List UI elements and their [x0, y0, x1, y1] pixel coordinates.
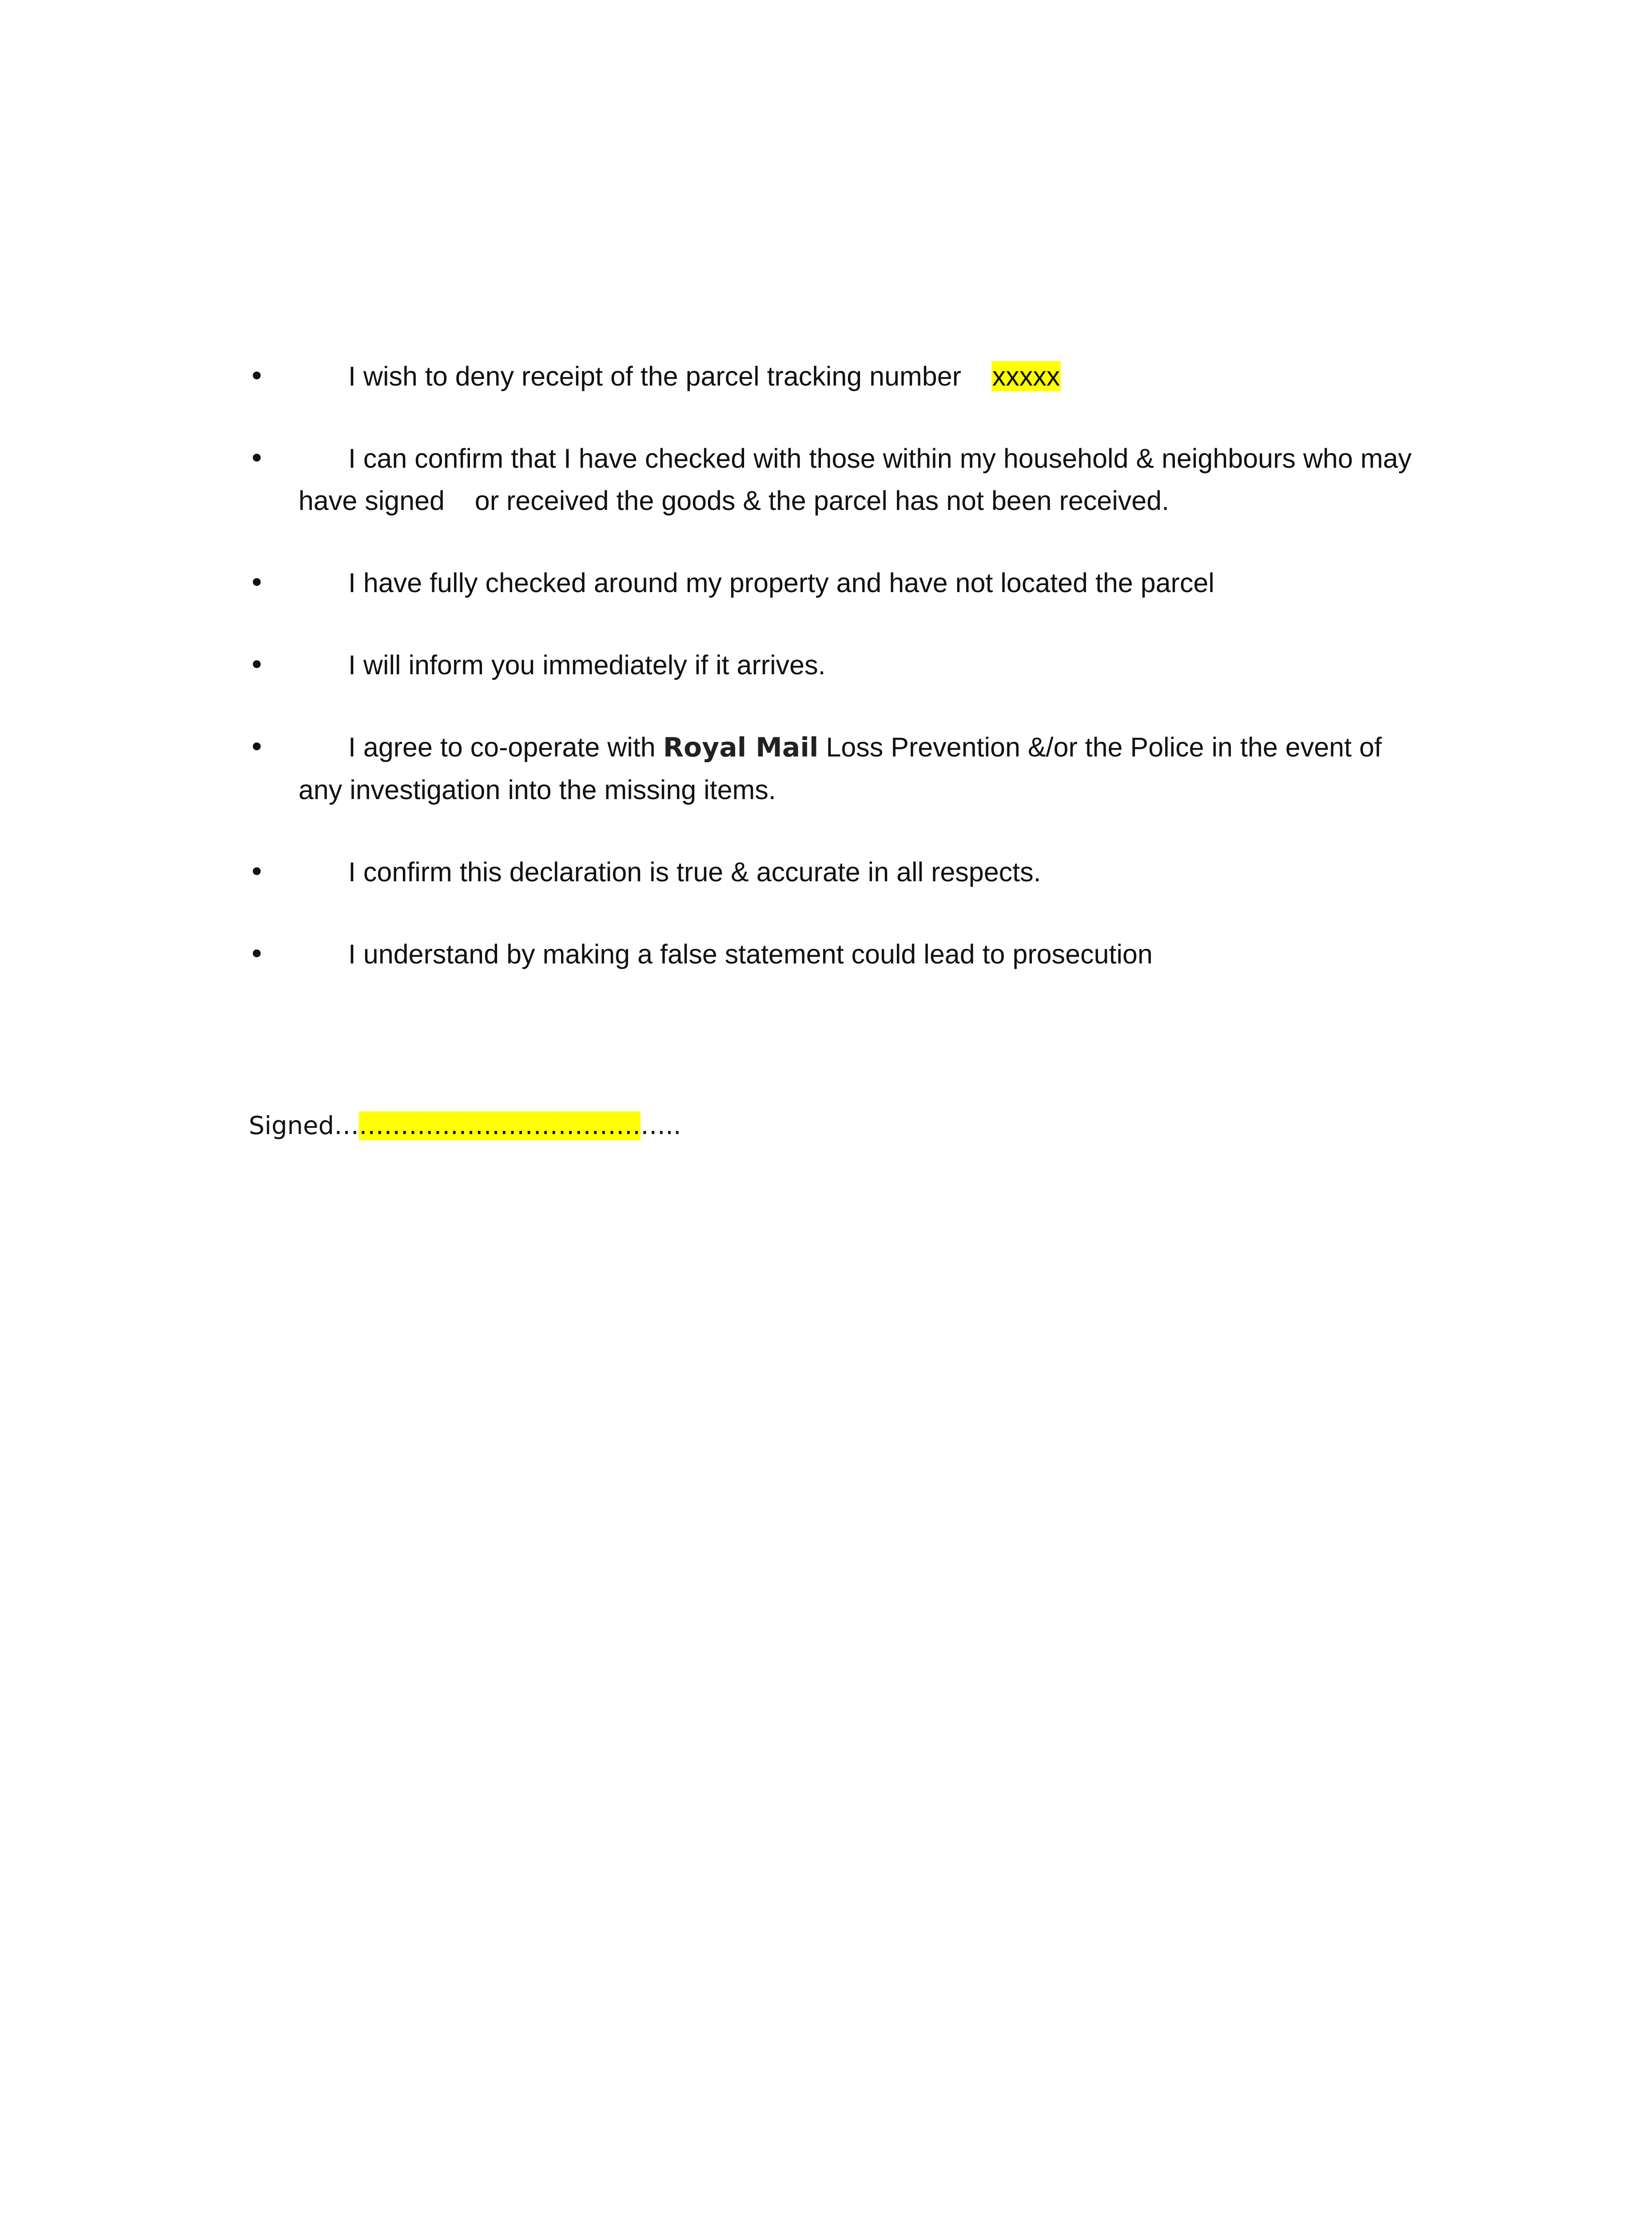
tracking-number-placeholder: xxxxx	[992, 361, 1060, 391]
list-item	[249, 644, 1426, 686]
list-item-text: I confirm this declaration is true & accurate in all respects.	[348, 857, 1041, 887]
list-item-text: I have fully checked around my property and have not located the parcel	[348, 568, 1214, 598]
list-item	[249, 851, 1426, 893]
declaration-list	[249, 355, 1426, 1015]
signature-trailing-dots: …..	[640, 1111, 681, 1140]
signature-line	[249, 1106, 681, 1146]
bullet-icon: •	[249, 443, 265, 474]
list-item	[249, 933, 1426, 975]
list-item-text-continued: Loss Prevention &/or the Police in the event of any investigation into the missing items.	[299, 732, 1382, 805]
list-item	[249, 355, 1426, 398]
bullet-icon: •	[249, 856, 265, 888]
list-item	[249, 438, 1426, 522]
signature-field[interactable]: …………………………….	[359, 1111, 641, 1140]
bullet-icon: •	[249, 567, 265, 599]
signature-label: Signed…	[249, 1111, 359, 1140]
list-item-text: I will inform you immediately if it arrives.	[348, 650, 826, 680]
bullet-icon: •	[249, 732, 265, 763]
list-item-text: I agree to co-operate with	[348, 732, 656, 762]
bullet-icon: •	[249, 361, 265, 392]
royal-mail-brand: Royal Mail	[663, 732, 819, 763]
list-item-text: I wish to deny receipt of the parcel tracking number	[348, 361, 961, 391]
list-item-text: I can confirm that I have checked with those within my household & neighbours who may have signed or received the goods & the parcel has not been received.	[299, 443, 1419, 516]
bullet-icon: •	[249, 939, 265, 970]
list-item	[249, 726, 1426, 811]
list-item	[249, 562, 1426, 604]
list-item-text: I understand by making a false statement could lead to prosecution	[348, 939, 1153, 969]
bullet-icon: •	[249, 649, 265, 681]
